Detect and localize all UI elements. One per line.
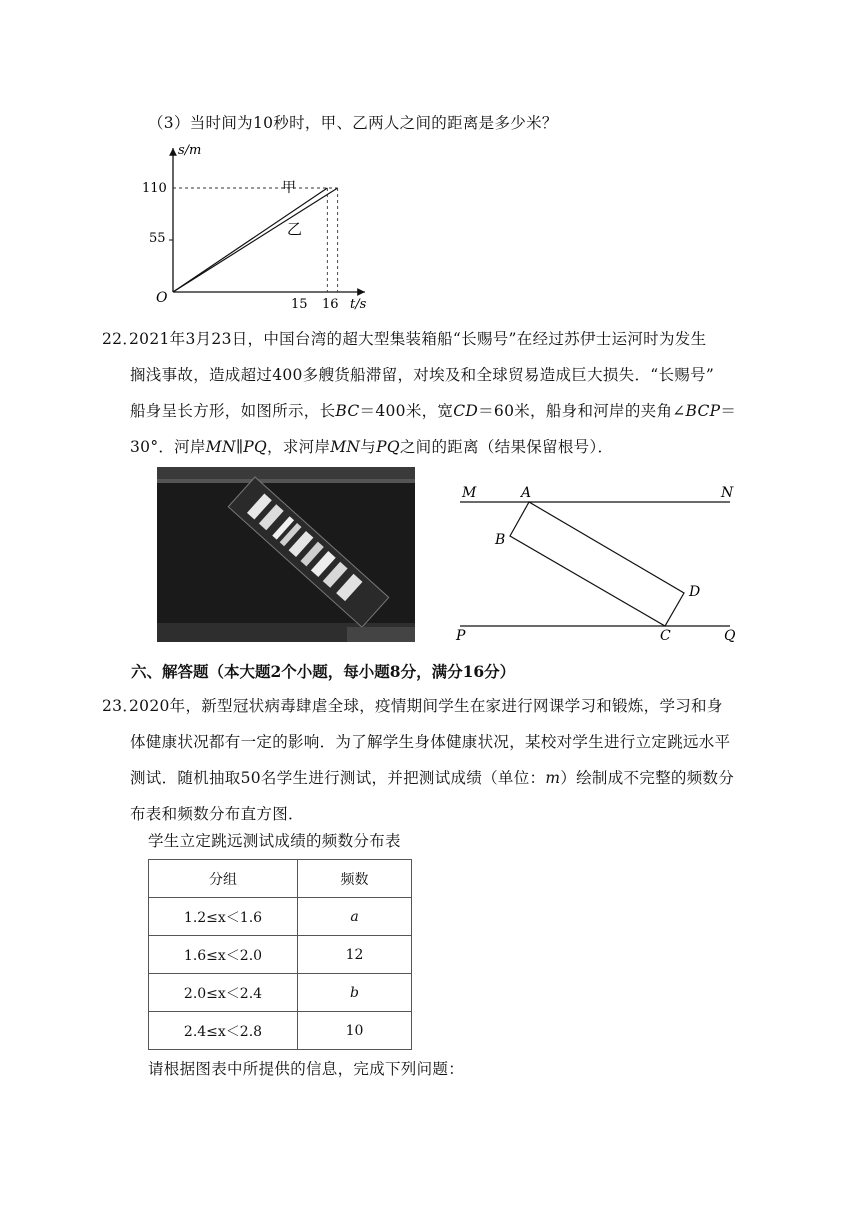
- table-cell-count: b: [298, 974, 412, 1012]
- q22-line2: 搁浅事故，造成超过400多艘货船滞留，对埃及和全球贸易造成巨大损失．“长赐号”: [130, 366, 715, 384]
- y-tick-110: 110: [142, 181, 167, 196]
- table-header-group: 分组: [149, 860, 298, 898]
- ship-photo-image: [157, 467, 415, 642]
- q23-footer: 请根据图表中所提供的信息，完成下列问题：: [148, 1060, 465, 1078]
- q23-line3: 测试．随机抽取50名学生进行测试，并把测试成绩（单位：m）绘制成不完整的频数分: [130, 769, 735, 787]
- table-row: [149, 936, 412, 974]
- q22-line1: 2021年3月23日，中国台湾的超大型集装箱船“长赐号”在经过苏伊士运河时为发生: [129, 330, 707, 348]
- label-A: A: [521, 485, 532, 501]
- table-cell-count: 12: [298, 936, 412, 974]
- origin-label: O: [156, 290, 168, 306]
- q23-line4: 布表和频数分布直方图．: [130, 805, 304, 823]
- label-P: P: [456, 628, 466, 644]
- x-axis-label: t/s: [350, 297, 367, 312]
- label-C: C: [660, 628, 671, 644]
- q23-line1: 2020年，新型冠状病毒肆虐全球，疫情期间学生在家进行网课学习和锻炼，学习和身: [129, 697, 723, 715]
- y-axis-label: s/m: [178, 143, 202, 158]
- section-heading: 六、解答题（本大题2个小题，每小题8分，满分16分）: [131, 662, 516, 681]
- table-cell-group: 1.6≤x＜2.0: [149, 936, 298, 974]
- table-cell-count: 10: [298, 1012, 412, 1050]
- river-geometry-diagram: [450, 478, 750, 648]
- q23-number: 23．: [102, 697, 139, 715]
- table-caption: 学生立定跳远测试成绩的频数分布表: [148, 832, 401, 850]
- ship-photo: [157, 467, 415, 642]
- q22-line4: 30°．河岸MN∥PQ，求河岸MN与PQ之间的距离（结果保留根号）．: [130, 438, 614, 456]
- label-N: N: [721, 485, 734, 501]
- series-line-yi: [173, 188, 338, 292]
- table-cell-group: 2.4≤x＜2.8: [149, 1012, 298, 1050]
- table-header-row: [149, 860, 412, 898]
- table-row: [149, 974, 412, 1012]
- frequency-table: [148, 859, 412, 1050]
- distance-time-graph: [140, 140, 380, 315]
- label-D: D: [689, 584, 701, 600]
- label-Q: Q: [724, 628, 736, 644]
- y-tick-55: 55: [149, 231, 166, 246]
- q22-line3: 船身呈长方形，如图所示，长BC＝400米，宽CD＝60米，船身和河岸的夹角∠BCP＝: [130, 402, 737, 420]
- x-tick-16: 16: [322, 297, 339, 312]
- table-cell-count: a: [298, 898, 412, 936]
- table-cell-group: 2.0≤x＜2.4: [149, 974, 298, 1012]
- line-label-yi: 乙: [287, 220, 303, 238]
- line-label-jia: 甲: [282, 180, 296, 196]
- x-tick-15: 15: [291, 297, 308, 312]
- q23-line2: 体健康状况都有一定的影响．为了解学生身体健康状况，某校对学生进行立定跳远水平: [130, 733, 731, 751]
- q22-text: [102, 321, 750, 465]
- table-cell-group: 1.2≤x＜1.6: [149, 898, 298, 936]
- ship-rectangle-ABCD: [510, 502, 684, 626]
- label-M: M: [462, 485, 477, 501]
- table-header-count: 频数: [298, 860, 412, 898]
- table-row: [149, 898, 412, 936]
- q22-number: 22．: [102, 330, 139, 348]
- q21-part3-text: （3）当时间为10秒时，甲、乙两人之间的距离是多少米？: [148, 114, 558, 132]
- table-row: [149, 1012, 412, 1050]
- q23-text: [102, 688, 750, 832]
- series-line-jia: [173, 188, 327, 292]
- label-B: B: [495, 532, 506, 548]
